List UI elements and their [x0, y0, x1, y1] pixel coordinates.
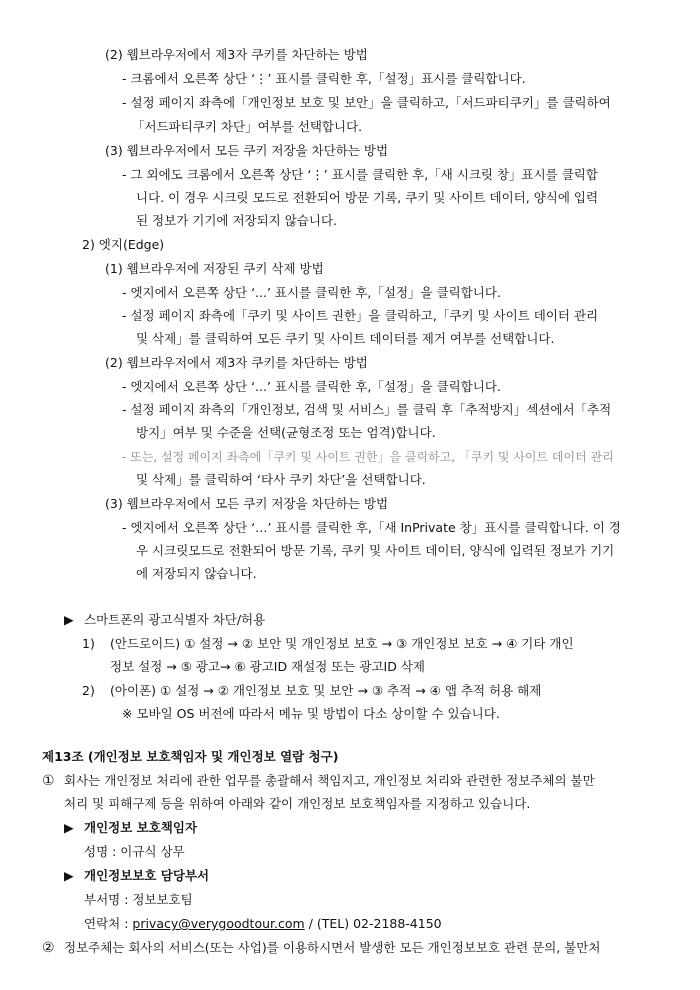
para-marker: ②	[42, 940, 55, 956]
officer-name: 성명 : 이규식 상무	[84, 844, 185, 859]
list-item: 「서드파티쿠키 차단」여부를 선택합니다.	[132, 119, 363, 134]
edge-block-all-title: (3) 웹브라우저에서 모든 쿠키 저장을 차단하는 방법	[105, 496, 389, 511]
para-2-line: 정보주체는 회사의 서비스(또는 사업)를 이용하시면서 발생한 모든 개인정보보호 관련 문의, 불만처	[64, 940, 601, 955]
list-item: 및 삭제」를 클릭하여 ‘타사 쿠키 차단’을 선택합니다.	[136, 472, 426, 487]
dept-name: 부서명 : 정보보호팀	[84, 892, 193, 907]
para-marker: ①	[42, 773, 55, 789]
android-steps: (안드로이드) ① 설정 → ② 보안 및 개인정보 보호 → ③ 개인정보 보호 → ④ 기타 개인	[110, 636, 574, 651]
chrome-third-party-title: (2) 웹브라우저에서 제3자 쿠키를 차단하는 방법	[105, 47, 368, 62]
chrome-block-all-title: (3) 웹브라우저에서 모든 쿠키 저장을 차단하는 방법	[105, 143, 389, 158]
list-item: - 설정 페이지 좌측에「쿠키 및 사이트 권한」을 클릭하고,「쿠키 및 사이트 데이터 관리	[122, 308, 599, 323]
list-item: - 또는, 설정 페이지 좌측에「쿠키 및 사이트 권한」을 클릭하고, 「쿠키 및 사이트 데이터 관리	[122, 450, 614, 464]
para-1-line: 회사는 개인정보 처리에 관한 업무를 총괄해서 책임지고, 개인정보 처리와 관련한 정보주체의 불만	[64, 773, 595, 788]
para-1-line: 처리 및 피해구제 등을 위하여 아래와 같이 개인정보 보호책임자를 지정하고 있습니다.	[64, 796, 531, 811]
dept-heading: 개인정보보호 담당부서	[84, 868, 210, 883]
list-item: 된 정보가 기기에 저장되지 않습니다.	[136, 213, 337, 228]
list-item: 에 저장되지 않습니다.	[136, 566, 257, 581]
contact-label: 연락처 :	[84, 916, 133, 931]
officer-heading: 개인정보 보호책임자	[84, 820, 198, 835]
bullet-icon: ▶	[64, 820, 74, 835]
edge-delete-title: (1) 웹브라우저에 저장된 쿠키 삭제 방법	[105, 261, 324, 276]
bullet-icon: ▶	[64, 612, 74, 627]
list-item: 방지」여부 및 수준을 선택(균형조정 또는 엄격)합니다.	[136, 425, 436, 440]
contact-email-link[interactable]: privacy@verygoodtour.com	[132, 916, 305, 931]
list-item: - 크롬에서 오른쪽 상단 ‘⋮’ 표시를 클릭한 후,「설정」표시를 클릭합니다.	[122, 71, 526, 86]
list-item: - 설정 페이지 좌측에「개인정보 보호 및 보안」을 클릭하고,「서드파티쿠키」를 클릭하여	[122, 95, 611, 110]
list-item: - 엣지에서 오른쪽 상단 ‘...’ 표시를 클릭한 후,「설정」을 클릭합니다.	[122, 285, 501, 300]
ad-id-title: 스마트폰의 광고식별자 차단/허용	[84, 612, 266, 627]
list-item: - 설정 페이지 좌측의「개인정보, 검색 및 서비스」를 클릭 후「추적방지」섹션에서「추적	[122, 402, 612, 417]
list-item: 우 시크릿모드로 전환되어 방문 기록, 쿠키 및 사이트 데이터, 양식에 입력된 정보가 기기	[136, 543, 615, 558]
list-number: 2)	[82, 683, 95, 698]
article-13-title: 제13조 (개인정보 보호책임자 및 개인정보 열람 청구)	[42, 749, 339, 764]
list-number: 1)	[82, 636, 95, 651]
list-item: - 그 외에도 크롬에서 오른쪽 상단 ‘⋮’ 표시를 클릭한 후,「새 시크릿 창」표시를 클릭합	[122, 167, 598, 182]
list-item: - 엣지에서 오른쪽 상단 ‘…’ 표시를 클릭한 후,「새 InPrivate 창」표시를 클릭합니다. 이 경	[122, 520, 621, 535]
contact-line	[84, 916, 442, 932]
android-steps-cont: 정보 설정 → ⑤ 광고→ ⑥ 광고ID 재설정 또는 광고ID 삭제	[110, 659, 425, 674]
list-item: - 엣지에서 오른쪽 상단 ‘...’ 표시를 클릭한 후,「설정」을 클릭합니다.	[122, 379, 501, 394]
list-item: 및 삭제」를 클릭하여 모든 쿠키 및 사이트 데이터를 제거 여부를 선택합니다.	[136, 331, 555, 346]
contact-tel: / (TEL) 02-2188-4150	[304, 916, 442, 931]
edge-heading: 2) 엣지(Edge)	[82, 237, 165, 252]
mobile-note: ※ 모바일 OS 버전에 따라서 메뉴 및 방법이 다소 상이할 수 있습니다.	[122, 706, 500, 721]
edge-third-party-title: (2) 웹브라우저에서 제3자 쿠키를 차단하는 방법	[105, 355, 368, 370]
ios-steps: (아이폰) ① 설정 → ② 개인정보 보호 및 보안 → ③ 추적 → ④ 앱 추적 허용 해제	[110, 683, 542, 698]
bullet-icon: ▶	[64, 868, 74, 883]
list-item: 니다. 이 경우 시크릿 모드로 전환되어 방문 기록, 쿠키 및 사이트 데이터, 양식에 입력	[136, 190, 599, 205]
